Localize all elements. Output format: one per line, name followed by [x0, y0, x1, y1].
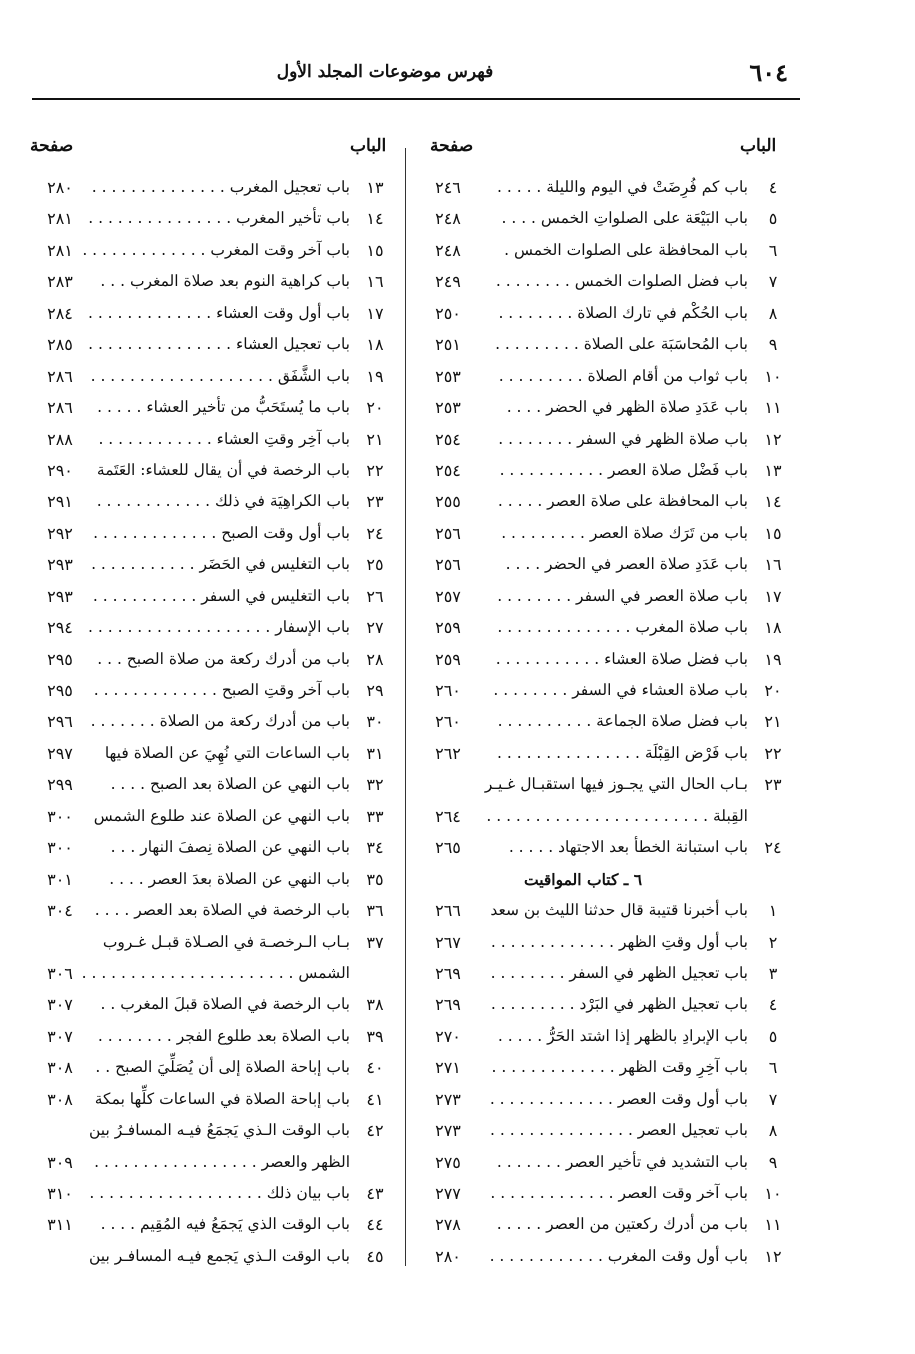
- toc-row: [30, 1245, 392, 1276]
- chapter-number: ٢٢: [764, 743, 782, 763]
- chapter-title: باب من أدرك ركعتين من العصر . . . . .: [496, 1215, 748, 1234]
- toc-row: [30, 459, 392, 490]
- chapter-number: ١٤: [764, 492, 782, 512]
- chapter-title: باب فَرْض القِبْلَة . . . . . . . . . . . . . . .: [497, 743, 748, 762]
- toc-row: [418, 396, 790, 427]
- toc-row: [418, 710, 790, 741]
- chapter-title: باب الرخصة في أن يقال للعشاء: العَتَمة: [96, 460, 350, 479]
- page-reference: ٢٧٣: [435, 1089, 461, 1109]
- page-reference: ٢٦٥: [435, 838, 461, 858]
- chapter-number: ١٩: [764, 649, 782, 669]
- toc-row: [418, 993, 790, 1024]
- chapter-number: ١٤: [366, 209, 384, 229]
- toc-row: [418, 459, 790, 490]
- toc-row: [418, 773, 790, 804]
- chapter-number: ١٦: [764, 555, 782, 575]
- chapter-title: باب النهي عن الصلاة بعد الصبح . . . .: [110, 775, 350, 794]
- chapter-number: ٣: [768, 963, 778, 983]
- chapter-number: ٨: [768, 1121, 778, 1141]
- toc-row: [418, 1245, 790, 1276]
- chapter-title: باب أخبرنا قتيبة قال حدثنا الليث بن سعد: [490, 901, 748, 920]
- page-reference: ٢٨٣: [47, 272, 73, 292]
- running-title: فهرس موضوعات المجلد الأول: [276, 62, 494, 82]
- chapter-title: باب الساعات التي نُهِيَ عن الصلاة فيها: [104, 743, 350, 762]
- chapter-number: ٣٢: [366, 775, 384, 795]
- page-reference: ٢٩٥: [47, 649, 73, 669]
- chapter-number: ٣٦: [366, 901, 384, 921]
- chapter-title: باب الإبرادِ بالظهر إذا اشتد الحَرُّ . . . . .: [497, 1026, 748, 1045]
- chapter-number: ٢٣: [366, 492, 384, 512]
- chapter-number: ٨: [768, 303, 778, 323]
- chapter-number: ١٥: [366, 240, 384, 260]
- toc-row: [418, 1088, 790, 1119]
- toc-row: [418, 1182, 790, 1213]
- chapter-number: ٢٠: [366, 398, 384, 418]
- page-reference: ٢٩٥: [47, 681, 73, 700]
- toc-row: [30, 1151, 392, 1182]
- toc-row: [418, 522, 790, 553]
- chapter-title: باب من أدرك ركعة من صلاة الصبح . . .: [97, 649, 350, 668]
- page-reference: ٢٧٨: [435, 1215, 461, 1235]
- chapter-title: باب صلاة المغرب . . . . . . . . . . . . . .: [497, 618, 748, 637]
- page-reference: ٢٨١: [47, 240, 73, 260]
- chapter-number: ٣٤: [366, 838, 384, 858]
- toc-row: [418, 176, 790, 207]
- toc-row: [418, 428, 790, 459]
- page-reference: ٢٥٣: [435, 398, 461, 418]
- chapter-number: ٤١: [366, 1089, 384, 1109]
- page-number: ٦٠٤: [749, 58, 788, 87]
- chapter-number: ٣٣: [366, 806, 384, 826]
- chapter-title: باب أول وقت المغرب . . . . . . . . . . . .: [489, 1246, 748, 1265]
- page-reference: ٢٩٠: [47, 460, 73, 480]
- chapter-title: باب آخِر وقتِ العشاء . . . . . . . . . . . .: [98, 429, 350, 448]
- chapter-number: ١٧: [366, 303, 384, 323]
- toc-row: [30, 1088, 392, 1119]
- left-col-bab-header: الباب: [350, 136, 387, 156]
- chapter-title: باب ثواب من أقام الصلاة . . . . . . . . .: [498, 366, 748, 385]
- chapter-title: باب أول وقت العشاء . . . . . . . . . . . . .: [87, 303, 350, 322]
- chapter-number: ٢٣: [764, 775, 782, 795]
- chapter-title: باب التشديد في تأخير العصر . . . . . . .: [496, 1152, 748, 1171]
- chapter-title: باب البَيْعَة على الصلواتِ الخمس . . . .: [501, 209, 748, 228]
- toc-row: [30, 899, 392, 930]
- chapter-number: ٧: [768, 272, 778, 292]
- page-reference: ٢٥٦: [435, 523, 461, 543]
- chapter-number: ١٠: [764, 1184, 782, 1203]
- chapter-number: ٢: [768, 932, 778, 952]
- toc-row: [30, 428, 392, 459]
- chapter-number: ٧: [768, 1089, 778, 1109]
- toc-row: [418, 270, 790, 301]
- toc-row: [30, 962, 392, 993]
- chapter-number: ٦: [768, 1058, 778, 1078]
- chapter-title: باب ما يُستَحَبُّ من تأخير العشاء . . . . .: [97, 398, 350, 417]
- chapter-title: باب تعجيل العصر . . . . . . . . . . . . . . .: [489, 1121, 748, 1140]
- toc-row: [418, 962, 790, 993]
- chapter-title: باب الوقت الـذي يَجمع فيـه المسافـر بين: [89, 1246, 350, 1265]
- chapter-title: باب صلاة الظهر في السفر . . . . . . . .: [498, 429, 748, 448]
- page-reference: ٢٥٤: [435, 429, 461, 449]
- toc-row: [30, 176, 392, 207]
- page-reference: ٢٥٦: [435, 555, 461, 575]
- chapter-title: باب النهي عن الصلاة نِصفَ النهار . . .: [110, 838, 350, 857]
- chapter-title: باب تعجيل العشاء . . . . . . . . . . . . . . .: [88, 335, 350, 354]
- toc-row: [30, 207, 392, 238]
- toc-row: [30, 931, 392, 962]
- toc-row: [418, 1213, 790, 1244]
- page-reference: ٢٩٤: [47, 618, 73, 638]
- toc-row: [418, 805, 790, 836]
- chapter-title: باب تأخير المغرب . . . . . . . . . . . . . . .: [88, 209, 350, 228]
- chapter-title: بـاب الـرخصـة في الصـلاة قبـل غـروب: [102, 932, 350, 951]
- page-reference: ٢٩٣: [47, 555, 73, 575]
- page-reference: ٢٨٨: [47, 429, 73, 449]
- page-reference: ٢٤٦: [435, 178, 461, 197]
- page-reference: ٢٦٠: [435, 681, 461, 700]
- chapter-title: باب إباحة الصلاة في الساعات كلِّها بمكة: [94, 1089, 350, 1108]
- page-reference: ٣٠٧: [47, 1026, 73, 1046]
- chapter-title: باب إباحة الصلاة إلى أن يُصَلِّيَ الصبح . .: [95, 1058, 350, 1077]
- toc-row: [418, 490, 790, 521]
- toc-row: [30, 805, 392, 836]
- chapter-title: باب أول وقت الصبح . . . . . . . . . . . . .: [93, 523, 350, 542]
- header-rule: [32, 98, 800, 100]
- chapter-number: ٥: [768, 1026, 778, 1046]
- page-reference: ٢٥٩: [435, 618, 461, 638]
- chapter-title: ٦ ـ كتاب المواقيت: [523, 869, 643, 889]
- page-reference: ٣٠٠: [47, 806, 73, 826]
- chapter-number: ١٢: [764, 1246, 782, 1266]
- page-reference: ٣٠٧: [47, 995, 73, 1015]
- page-reference: ٣٠٦: [47, 963, 73, 983]
- toc-row: [30, 836, 392, 867]
- page-reference: ٢٥٤: [435, 460, 461, 480]
- toc-row: [418, 207, 790, 238]
- chapter-title: باب آخر وقت العصر . . . . . . . . . . . . .: [490, 1184, 748, 1202]
- chapter-number: ٤: [768, 178, 778, 197]
- chapter-title: باب النهي عن الصلاة بعدَ العصر . . . .: [109, 869, 350, 888]
- toc-row: [418, 1056, 790, 1087]
- toc-row: [30, 1182, 392, 1213]
- chapter-title: باب استبانة الخطأ بعد الاجتهاد . . . . .: [508, 838, 748, 857]
- chapter-number: ١٩: [366, 366, 384, 386]
- page-reference: ٢٤٩: [435, 272, 461, 292]
- chapter-number: ٤٢: [366, 1121, 384, 1141]
- toc-row: [418, 1151, 790, 1182]
- page-reference: ٢٦٩: [435, 995, 461, 1015]
- chapter-number: ٣٥: [366, 869, 384, 889]
- chapter-number: ١١: [764, 398, 782, 418]
- chapter-number: ١٦: [366, 272, 384, 292]
- chapter-title: باب الرخصة في الصلاة قبلَ المغرب . .: [100, 995, 350, 1014]
- toc-row: [30, 648, 392, 679]
- chapter-title: الظهر والعصر . . . . . . . . . . . . . . . . .: [94, 1152, 350, 1171]
- toc-row: [418, 679, 790, 710]
- left-col-page-header: صفحة: [30, 136, 74, 156]
- toc-row: [30, 616, 392, 647]
- toc-row: [418, 648, 790, 679]
- page-reference: ٢٨١: [47, 209, 73, 229]
- toc-row: [30, 585, 392, 616]
- toc-row: [418, 931, 790, 962]
- page-reference: ٢٧١: [435, 1058, 461, 1078]
- chapter-title: باب كراهية النوم بعد صلاة المغرب . . .: [100, 272, 350, 291]
- page-reference: ٢٨٦: [47, 366, 73, 386]
- chapter-title: باب آخر وقت المغرب . . . . . . . . . . . . .: [82, 240, 350, 259]
- page-reference: ٣١١: [47, 1215, 73, 1235]
- toc-row: [418, 553, 790, 584]
- page-reference: ٣٠٤: [47, 901, 73, 921]
- page-reference: ٣٠٨: [47, 1058, 73, 1078]
- chapter-number: ١٢: [764, 429, 782, 449]
- page-reference: ٢٧٥: [435, 1152, 461, 1172]
- section-heading: [418, 868, 790, 899]
- page-reference: ٢٦٦: [435, 901, 461, 921]
- page-reference: ٢٥٩: [435, 649, 461, 669]
- chapter-number: ١٠: [764, 366, 782, 386]
- chapter-number: ٣١: [366, 743, 384, 763]
- chapter-title: باب آخر وقتِ الصبح . . . . . . . . . . . . .: [93, 681, 350, 699]
- toc-row: [30, 1213, 392, 1244]
- toc-row: [418, 616, 790, 647]
- chapter-number: ١٨: [366, 335, 384, 355]
- chapter-number: ٣٠: [366, 712, 384, 732]
- chapter-title: باب فَضْل صلاة العصر . . . . . . . . . . .: [499, 460, 748, 479]
- chapter-title: باب المحافظة على صلاة العصر . . . . .: [497, 492, 748, 511]
- toc-row: [30, 270, 392, 301]
- right-column: [418, 176, 790, 1276]
- chapter-number: ٢٥: [366, 555, 384, 575]
- chapter-title: باب الكراهِيَة في ذلك . . . . . . . . . . . .: [96, 492, 350, 511]
- chapter-number: ١٧: [764, 586, 782, 606]
- page-reference: ٢٥٧: [435, 586, 461, 606]
- page-reference: ٢٨٠: [435, 1246, 461, 1266]
- right-col-bab-header: الباب: [740, 136, 777, 156]
- page-reference: ٢٩٣: [47, 586, 73, 606]
- page-reference: ٣٠٩: [47, 1152, 73, 1172]
- page-reference: ٢٤٨: [435, 240, 461, 260]
- chapter-title: باب أول وقتِ الظهر . . . . . . . . . . . . .: [490, 932, 748, 951]
- toc-row: [30, 993, 392, 1024]
- chapter-title: باب التغليس في الحَضَر . . . . . . . . . . .: [91, 555, 350, 574]
- chapter-title: باب تعجيل الظهر في السفر . . . . . . . .: [490, 963, 748, 982]
- page-reference: ٢٩٧: [47, 743, 73, 763]
- toc-row: [30, 522, 392, 553]
- chapter-title: باب الصلاة بعد طلوع الفجر . . . . . . . .: [97, 1026, 350, 1045]
- chapter-title: باب فضل صلاة العشاء . . . . . . . . . . .: [495, 649, 748, 668]
- toc-row: [418, 1025, 790, 1056]
- page-reference: ٣٠١: [47, 869, 73, 889]
- chapter-number: ٢٤: [764, 838, 782, 858]
- chapter-title: باب تعجيل الظهر في البَرْد . . . . . . . . .: [490, 995, 748, 1014]
- chapter-number: ٢٨: [366, 649, 384, 669]
- toc-row: [418, 742, 790, 773]
- chapter-title: باب الإسفار . . . . . . . . . . . . . . . . . . .: [88, 618, 350, 637]
- chapter-number: ٩: [768, 335, 778, 355]
- page-reference: ٢٨٠: [47, 178, 73, 197]
- chapter-number: ٥: [768, 209, 778, 229]
- chapter-number: ٢٢: [366, 460, 384, 480]
- chapter-title: باب صلاة العشاء في السفر . . . . . . . .: [493, 681, 748, 699]
- toc-row: [418, 1119, 790, 1150]
- chapter-title: باب الوقت الذي يَجمَعُ فيه المُقِيم . . . .: [100, 1215, 350, 1234]
- chapter-title: باب فضل صلاة الجماعة . . . . . . . . . .: [497, 712, 748, 731]
- chapter-number: ٤: [768, 995, 778, 1015]
- chapter-title: باب كم فُرِضَتْ في اليوم والليلة . . . . .: [497, 178, 748, 196]
- page-reference: ٢٨٤: [47, 303, 73, 323]
- page-reference: ٢٦٢: [435, 743, 461, 763]
- column-divider: [405, 148, 406, 1266]
- toc-row: [418, 239, 790, 270]
- page-reference: ٢٩٩: [47, 775, 73, 795]
- chapter-title: باب من تَرَك صلاة العصر . . . . . . . . .: [501, 523, 748, 542]
- toc-row: [418, 302, 790, 333]
- chapter-number: ٤٥: [366, 1246, 384, 1266]
- chapter-title: باب الحُكْم في تارك الصلاة . . . . . . . .: [498, 303, 748, 322]
- toc-row: [30, 302, 392, 333]
- chapter-title: باب عَدَدِ صلاة الظهر في الحضر . . . .: [506, 398, 748, 417]
- chapter-title: بـاب الحال التي يجـوز فيها استقبـال غـيـر: [484, 775, 748, 794]
- page-reference: ٢٥٠: [435, 303, 461, 323]
- page-reference: ٣١٠: [47, 1184, 73, 1203]
- chapter-number: ٢١: [366, 429, 384, 449]
- chapter-title: باب الوقت الـذي يَجمَعُ فيـه المسافـرُ بين: [89, 1121, 350, 1140]
- toc-row: [30, 553, 392, 584]
- toc-row: [418, 899, 790, 930]
- chapter-title: باب من أدرك ركعة من الصلاة . . . . . . .: [90, 712, 350, 731]
- toc-row: [418, 365, 790, 396]
- right-col-page-header: صفحة: [430, 136, 474, 156]
- page-reference: ٢٦٤: [435, 806, 461, 826]
- page-reference: ٢٥٥: [435, 492, 461, 512]
- chapter-title: باب أول وقت العصر . . . . . . . . . . . . .: [489, 1089, 748, 1108]
- page-reference: ٢٥١: [435, 335, 461, 355]
- chapter-number: ٢٩: [366, 681, 384, 700]
- toc-row: [30, 773, 392, 804]
- toc-row: [30, 490, 392, 521]
- page-reference: ٢٧٧: [435, 1184, 461, 1203]
- page-reference: ٢٨٦: [47, 398, 73, 418]
- page-reference: ٢٩٢: [47, 523, 73, 543]
- chapter-number: ٢٤: [366, 523, 384, 543]
- toc-row: [30, 742, 392, 773]
- chapter-number: ٢٠: [764, 681, 782, 700]
- chapter-title: باب الشَّفَق . . . . . . . . . . . . . . . . . . .: [90, 366, 350, 385]
- toc-row: [30, 679, 392, 710]
- chapter-number: ١١: [764, 1215, 782, 1235]
- toc-row: [30, 396, 392, 427]
- chapter-number: ٣٧: [366, 932, 384, 952]
- chapter-number: ١٥: [764, 523, 782, 543]
- chapter-number: ٤٠: [366, 1058, 384, 1078]
- chapter-title: باب النهي عن الصلاة عند طلوع الشمس: [93, 806, 350, 825]
- chapter-number: ١٣: [764, 460, 782, 480]
- chapter-number: ٣٩: [366, 1026, 384, 1046]
- chapter-number: ٢٦: [366, 586, 384, 606]
- chapter-number: ٩: [768, 1152, 778, 1172]
- toc-row: [30, 710, 392, 741]
- page-reference: ٣٠٠: [47, 838, 73, 858]
- page-reference: ٢٨٥: [47, 335, 73, 355]
- chapter-number: ٤٣: [366, 1184, 384, 1203]
- chapter-title: باب المُحاسَبَة على الصلاة . . . . . . . . .: [495, 335, 748, 354]
- page-reference: ٢٦٩: [435, 963, 461, 983]
- toc-row: [418, 585, 790, 616]
- chapter-title: باب بيان ذلك . . . . . . . . . . . . . . . . . .: [89, 1184, 350, 1202]
- toc-row: [30, 1119, 392, 1150]
- chapter-number: ١٣: [366, 178, 384, 197]
- chapter-number: ٤٤: [366, 1215, 384, 1235]
- chapter-title: باب صلاة العصر في السفر . . . . . . . .: [497, 586, 748, 605]
- page-reference: ٢٦٠: [435, 712, 461, 732]
- chapter-number: ٢٧: [366, 618, 384, 638]
- chapter-number: ٢١: [764, 712, 782, 732]
- page-reference: ٢٩٦: [47, 712, 73, 732]
- page-reference: ٢٤٨: [435, 209, 461, 229]
- chapter-number: ٣٨: [366, 995, 384, 1015]
- chapter-number: ٦: [768, 240, 778, 260]
- chapter-number: ١: [768, 901, 778, 921]
- page-reference: ٢٩١: [47, 492, 73, 512]
- chapter-title: باب عَدَدِ صلاة العصر في الحضر . . . .: [505, 555, 748, 574]
- chapter-title: الشمس . . . . . . . . . . . . . . . . . . . . . .: [81, 963, 350, 982]
- chapter-title: باب فضل الصلوات الخمس . . . . . . . .: [495, 272, 748, 291]
- chapter-title: باب آخِرِ وقت الظهر . . . . . . . . . . . . .: [491, 1058, 748, 1077]
- chapter-title: باب التغليس في السفر . . . . . . . . . . .: [92, 586, 350, 605]
- toc-row: [30, 1025, 392, 1056]
- toc-row: [30, 365, 392, 396]
- toc-row: [30, 1056, 392, 1087]
- chapter-title: باب تعجيل المغرب . . . . . . . . . . . . . .: [91, 178, 350, 196]
- page-reference: ٢٥٣: [435, 366, 461, 386]
- toc-row: [30, 239, 392, 270]
- toc-row: [30, 333, 392, 364]
- page-reference: ٣٠٨: [47, 1089, 73, 1109]
- chapter-number: ١٨: [764, 618, 782, 638]
- chapter-title: باب الرخصة في الصلاة بعد العصر . . . .: [94, 901, 350, 920]
- page-reference: ٢٧٣: [435, 1121, 461, 1141]
- toc-row: [418, 836, 790, 867]
- toc-row: [418, 333, 790, 364]
- toc-row: [30, 868, 392, 899]
- chapter-title: القِبلة . . . . . . . . . . . . . . . . . . . . . . .: [486, 806, 748, 825]
- page-reference: ٢٦٧: [435, 932, 461, 952]
- page-reference: ٢٧٠: [435, 1026, 461, 1046]
- left-column: [30, 176, 392, 1276]
- chapter-title: باب المحافظة على الصلوات الخمس .: [504, 240, 748, 259]
